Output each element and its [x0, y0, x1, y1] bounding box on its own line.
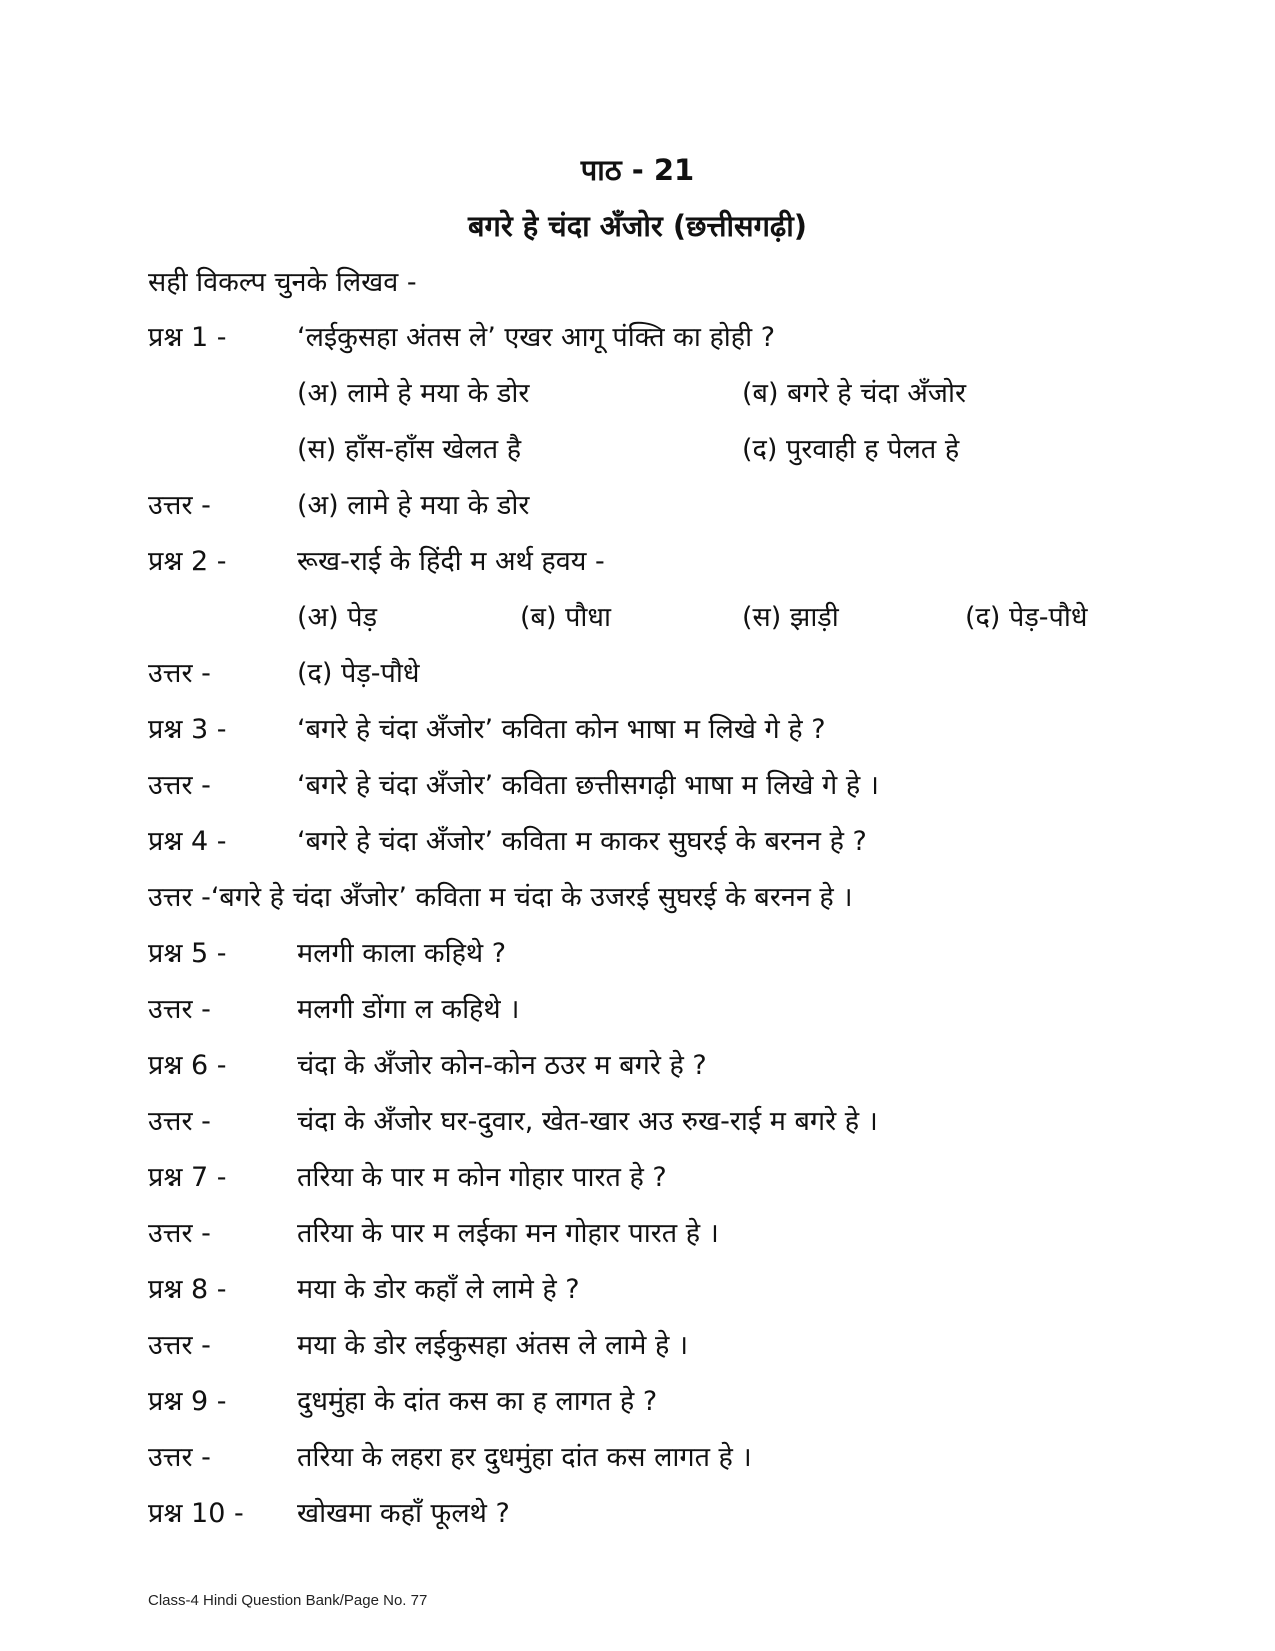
option-c: (स) झाड़ी: [742, 602, 839, 633]
answer-text: उत्तर -‘बगरे हे चंदा अँजोर’ कविता म चंदा के उजरई सुघरई के बरनन हे ।: [148, 882, 853, 913]
option-d: (द) पुरवाही ह पेलत हे: [742, 434, 960, 465]
answer-label: उत्तर -: [148, 1330, 211, 1361]
question-label: प्रश्न 4 -: [148, 826, 227, 857]
question-7: [0, 1158, 1275, 1214]
option-a: (अ) लामे हे मया के डोर: [297, 378, 530, 409]
option-d: (द) पेड़-पौधे: [965, 602, 1088, 633]
question-3: [0, 710, 1275, 766]
question-list: [0, 318, 1275, 1550]
question-label: प्रश्न 3 -: [148, 714, 227, 745]
answer-1: [0, 486, 1275, 542]
answer-text: तरिया के पार म लईका मन गोहार पारत हे ।: [297, 1218, 719, 1249]
question-text: दुधमुंहा के दांत कस का ह लागत हे ?: [297, 1386, 658, 1417]
question-2-options: [0, 598, 1275, 654]
lesson-title: बगरे हे चंदा अँजोर (छत्तीसगढ़ी): [467, 209, 808, 243]
question-text: चंदा के अँजोर कोन-कोन ठउर म बगरे हे ?: [297, 1050, 707, 1081]
option-b: (ब) पौधा: [520, 602, 611, 633]
answer-text: मलगी डोंगा ल कहिथे ।: [297, 994, 520, 1025]
answer-text: तरिया के लहरा हर दुधमुंहा दांत कस लागत हे ।: [297, 1442, 752, 1473]
option-c: (स) हाँस-हाँस खेलत है: [297, 434, 522, 465]
option-a: (अ) पेड़: [297, 602, 378, 633]
lesson-number: पाठ - 21: [580, 153, 695, 187]
question-text: रूख-राई के हिंदी म अर्थ हवय -: [297, 546, 605, 577]
question-text: ‘बगरे हे चंदा अँजोर’ कविता म काकर सुघरई के बरनन हे ?: [297, 826, 867, 857]
answer-text: (अ) लामे हे मया के डोर: [297, 490, 530, 521]
question-10: [0, 1494, 1275, 1550]
answer-text: (द) पेड़-पौधे: [297, 658, 420, 689]
answer-5: [0, 990, 1275, 1046]
question-text: तरिया के पार म कोन गोहार पारत हे ?: [297, 1162, 667, 1193]
answer-3: [0, 766, 1275, 822]
question-4: [0, 822, 1275, 878]
answer-text: मया के डोर लईकुसहा अंतस ले लामे हे ।: [297, 1330, 689, 1361]
question-label: प्रश्न 6 -: [148, 1050, 227, 1081]
answer-2: [0, 654, 1275, 710]
answer-label: उत्तर -: [148, 1218, 211, 1249]
option-b: (ब) बगरे हे चंदा अँजोर: [742, 378, 966, 409]
question-2: [0, 542, 1275, 598]
question-text: ‘लईकुसहा अंतस ले’ एखर आगू पंक्ति का होही ?: [297, 322, 776, 353]
instruction-text: सही विकल्प चुनके लिखव -: [148, 267, 417, 298]
answer-label: उत्तर -: [148, 490, 211, 521]
question-text: खोखमा कहाँ फूलथे ?: [297, 1498, 510, 1529]
answer-9: [0, 1438, 1275, 1494]
question-label: प्रश्न 5 -: [148, 938, 227, 969]
question-text: ‘बगरे हे चंदा अँजोर’ कविता कोन भाषा म लिखे गे हे ?: [297, 714, 826, 745]
question-label: प्रश्न 1 -: [148, 322, 227, 353]
question-label: प्रश्न 8 -: [148, 1274, 227, 1305]
answer-4: [0, 878, 1275, 934]
question-1: [0, 318, 1275, 374]
question-label: प्रश्न 9 -: [148, 1386, 227, 1417]
question-6: [0, 1046, 1275, 1102]
answer-text: चंदा के अँजोर घर-दुवार, खेत-खार अउ रुख-राई म बगरे हे ।: [297, 1106, 878, 1137]
question-5: [0, 934, 1275, 990]
question-9: [0, 1382, 1275, 1438]
answer-label: उत्तर -: [148, 994, 211, 1025]
question-label: प्रश्न 2 -: [148, 546, 227, 577]
question-label: प्रश्न 7 -: [148, 1162, 227, 1193]
question-label: प्रश्न 10 -: [148, 1498, 244, 1529]
question-8: [0, 1270, 1275, 1326]
question-text: मलगी काला कहिथे ?: [297, 938, 507, 969]
question-1-options-row-2: [0, 430, 1275, 486]
answer-text: ‘बगरे हे चंदा अँजोर’ कविता छत्तीसगढ़ी भाषा म लिखे गे हे ।: [297, 770, 879, 801]
answer-label: उत्तर -: [148, 658, 211, 689]
question-text: मया के डोर कहाँ ले लामे हे ?: [297, 1274, 580, 1305]
answer-label: उत्तर -: [148, 1106, 211, 1137]
answer-label: उत्तर -: [148, 770, 211, 801]
question-1-options-row-1: [0, 374, 1275, 430]
answer-7: [0, 1214, 1275, 1270]
answer-8: [0, 1326, 1275, 1382]
answer-label: उत्तर -: [148, 1442, 211, 1473]
answer-6: [0, 1102, 1275, 1158]
page-footer: Class-4 Hindi Question Bank/Page No. 77: [148, 1592, 428, 1609]
